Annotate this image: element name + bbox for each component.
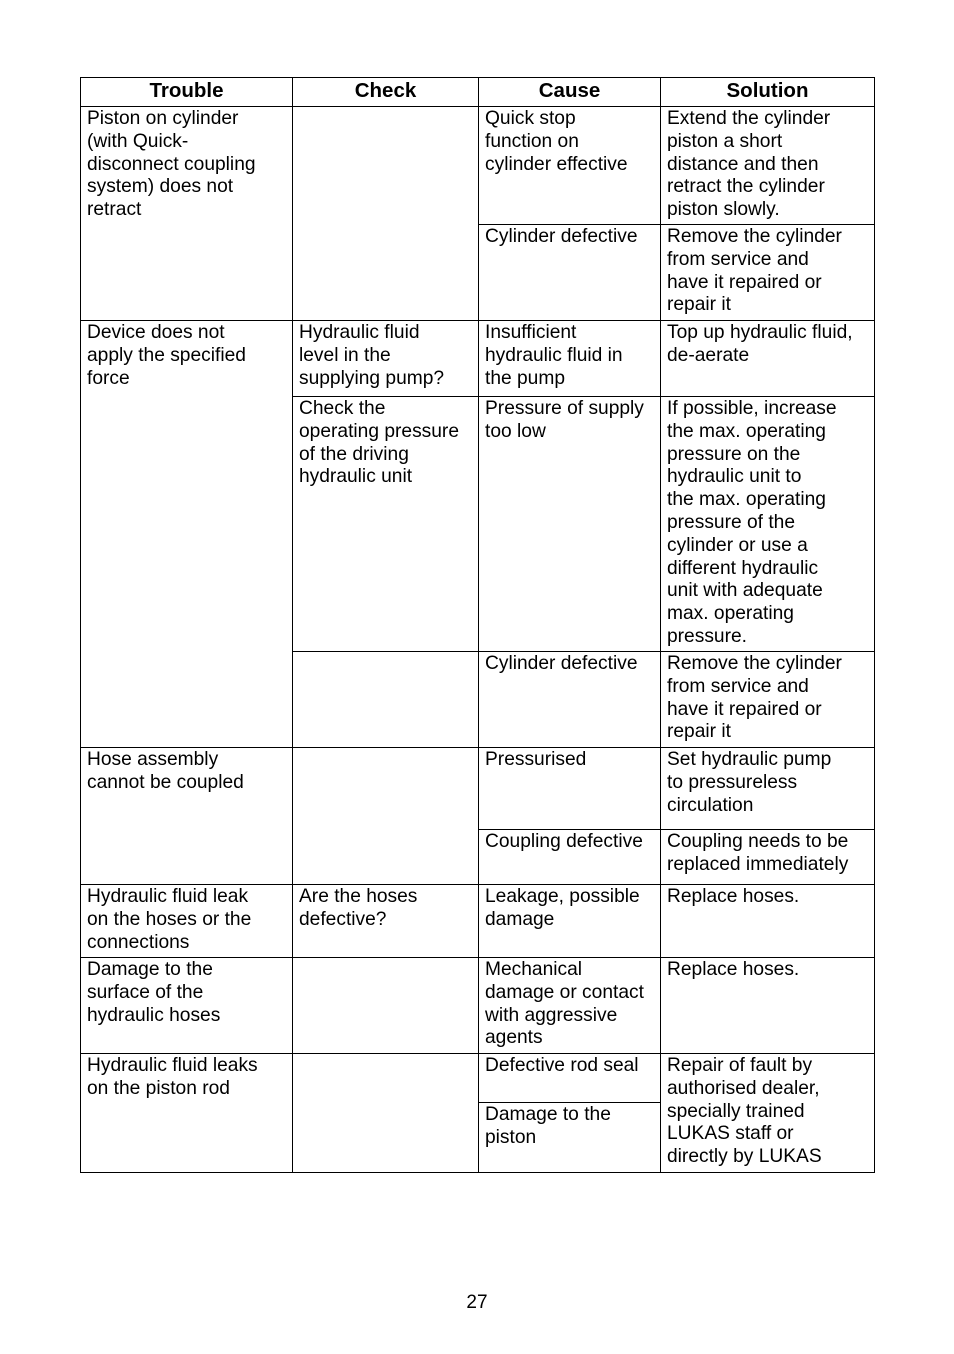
cause-cell: Pressure of supply too low bbox=[479, 397, 661, 652]
trouble-cell: Hose assembly cannot be coupled bbox=[81, 748, 293, 885]
solution-cell: If possible, increase the max. operating pressure on the hydraulic unit to the max. operating pressure of the cylinder or use a different hydraulic unit with adequate max. operating pressure. bbox=[661, 397, 875, 652]
table-row bbox=[81, 1054, 875, 1103]
trouble-cell: Damage to the surface of the hydraulic hoses bbox=[81, 958, 293, 1054]
solution-cell: Replace hoses. bbox=[661, 958, 875, 1054]
trouble-cell: Device does not apply the specified force bbox=[81, 321, 293, 748]
table-row bbox=[81, 107, 875, 225]
check-cell bbox=[293, 748, 479, 885]
check-cell: Check the operating pressure of the driving hydraulic unit bbox=[293, 397, 479, 652]
solution-cell: Replace hoses. bbox=[661, 885, 875, 958]
header-trouble: Trouble bbox=[81, 78, 293, 107]
cause-cell: Defective rod seal bbox=[479, 1054, 661, 1103]
cause-cell: Cylinder defective bbox=[479, 225, 661, 321]
cause-cell: Pressurised bbox=[479, 748, 661, 830]
troubleshooting-table bbox=[80, 77, 875, 1173]
table-row bbox=[81, 958, 875, 1054]
check-cell bbox=[293, 652, 479, 748]
check-cell: Are the hoses defective? bbox=[293, 885, 479, 958]
check-cell bbox=[293, 107, 479, 321]
header-cause: Cause bbox=[479, 78, 661, 107]
table-row bbox=[81, 748, 875, 830]
trouble-cell: Hydraulic fluid leak on the hoses or the connections bbox=[81, 885, 293, 958]
header-solution: Solution bbox=[661, 78, 875, 107]
header-row bbox=[81, 78, 875, 107]
trouble-cell: Hydraulic fluid leaks on the piston rod bbox=[81, 1054, 293, 1173]
solution-cell: Extend the cylinder piston a short distance and then retract the cylinder piston slowly. bbox=[661, 107, 875, 225]
cause-cell: Insufficient hydraulic fluid in the pump bbox=[479, 321, 661, 397]
solution-cell: Remove the cylinder from service and have it repaired or repair it bbox=[661, 652, 875, 748]
solution-cell: Repair of fault by authorised dealer, specially trained LUKAS staff or directly by LUKAS bbox=[661, 1054, 875, 1173]
solution-cell: Set hydraulic pump to pressureless circulation bbox=[661, 748, 875, 830]
check-cell bbox=[293, 1054, 479, 1173]
solution-cell: Coupling needs to be replaced immediately bbox=[661, 830, 875, 885]
cause-cell: Leakage, possible damage bbox=[479, 885, 661, 958]
cause-cell: Coupling defective bbox=[479, 830, 661, 885]
header-check: Check bbox=[293, 78, 479, 107]
cause-cell: Damage to the piston bbox=[479, 1103, 661, 1173]
cause-cell: Mechanical damage or contact with aggressive agents bbox=[479, 958, 661, 1054]
table-row bbox=[81, 885, 875, 958]
solution-cell: Remove the cylinder from service and have it repaired or repair it bbox=[661, 225, 875, 321]
trouble-cell: Piston on cylinder (with Quick- disconnect coupling system) does not retract bbox=[81, 107, 293, 321]
check-cell bbox=[293, 958, 479, 1054]
page-number: 27 bbox=[466, 1292, 488, 1313]
solution-cell: Top up hydraulic fluid, de-aerate bbox=[661, 321, 875, 397]
cause-cell: Cylinder defective bbox=[479, 652, 661, 748]
cause-cell: Quick stop function on cylinder effective bbox=[479, 107, 661, 225]
table-row bbox=[81, 321, 875, 397]
check-cell: Hydraulic fluid level in the supplying pump? bbox=[293, 321, 479, 397]
